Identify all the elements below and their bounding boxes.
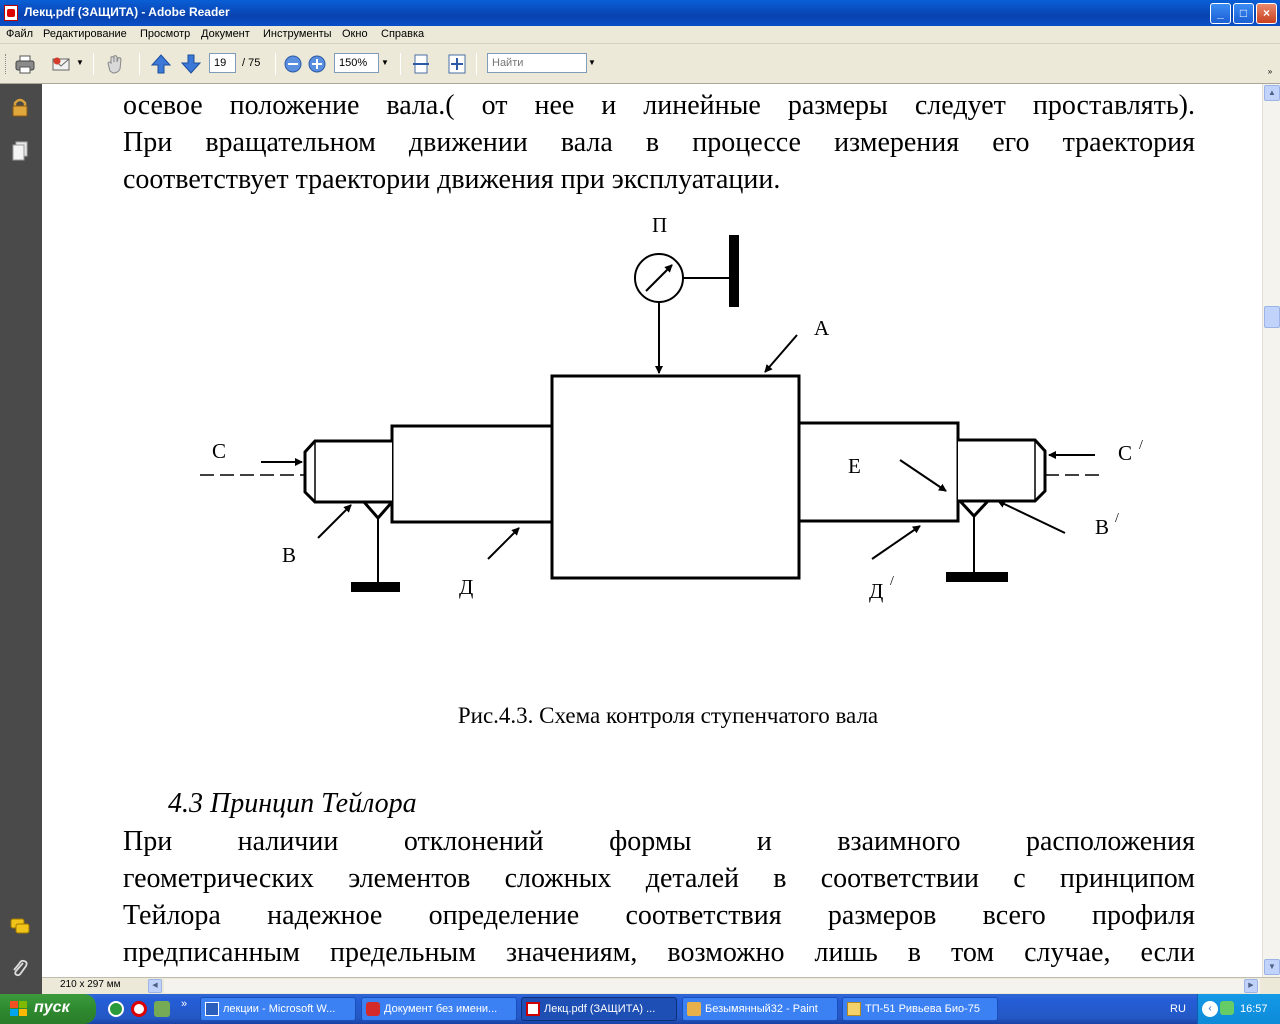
quicklaunch-overflow[interactable]: » [181, 998, 188, 1010]
hand-tool-icon[interactable] [104, 53, 126, 75]
task-label: Безымянный32 - Paint [705, 1003, 818, 1015]
taskbar-item-document[interactable] [361, 997, 517, 1021]
status-bar [42, 977, 1280, 994]
menu-tools[interactable]: Инструменты [263, 28, 332, 40]
window-title: Лекц.pdf (ЗАЩИТА) - Adobe Reader [24, 5, 230, 19]
toolbar-grip[interactable] [5, 54, 8, 74]
label-e: Е [848, 454, 861, 478]
email-dropdown-icon[interactable]: ▼ [76, 58, 84, 67]
print-icon[interactable] [14, 53, 36, 75]
system-tray [1197, 994, 1280, 1024]
tray-expand-icon[interactable]: ‹ [1202, 1001, 1218, 1017]
support-base-right [946, 572, 1008, 582]
previous-page-icon[interactable] [150, 53, 172, 75]
task-label: Документ без имени... [384, 1003, 498, 1015]
paragraph-line: геометрических элементов сложных деталей в соответствии с принципом [123, 863, 1195, 894]
toolbar-separator [93, 53, 94, 75]
folder-icon [847, 1002, 861, 1016]
quicklaunch-app-icon[interactable] [154, 1001, 170, 1017]
pages-icon[interactable] [9, 140, 31, 162]
search-input[interactable] [487, 53, 587, 73]
arrow-a [765, 335, 797, 372]
taskbar [0, 994, 1280, 1024]
tray-app-icon[interactable] [1220, 1001, 1234, 1015]
shaft-diagram [42, 204, 1262, 604]
toolbar-separator [139, 53, 140, 75]
paragraph-line: Тейлора надежное определение соответствия размеров всего профиля [123, 900, 1195, 931]
title-bar [0, 0, 1280, 26]
quicklaunch-browser-icon[interactable] [108, 1001, 124, 1017]
close-button[interactable]: × [1256, 3, 1277, 24]
zoom-dropdown-icon[interactable]: ▼ [381, 58, 389, 67]
label-b-prime: В [1095, 515, 1110, 539]
language-indicator[interactable]: RU [1170, 1003, 1186, 1015]
taskbar-item-paint[interactable] [682, 997, 838, 1021]
shaft-right-step [799, 423, 958, 521]
arrow-d [488, 528, 519, 559]
shaft-center-block [552, 376, 799, 578]
menu-view[interactable]: Просмотр [140, 28, 191, 40]
vertical-scrollbar[interactable] [1262, 84, 1280, 977]
pdf-icon [526, 1002, 540, 1016]
paragraph-line: соответствует траектории движения при эксплуатации. [123, 164, 781, 195]
total-pages-label: / 75 [242, 57, 261, 69]
shaft-left-journal [305, 441, 392, 502]
menu-file[interactable]: Файл [6, 28, 34, 40]
paragraph-line: осевое положение вала.( от нее и линейные размеры следует проставлять). [123, 90, 1195, 121]
maximize-button[interactable]: □ [1233, 3, 1254, 24]
shaft-right-journal [958, 440, 1045, 501]
toolbar-overflow-icon[interactable]: » [1267, 67, 1273, 76]
figure-caption: Рис.4.3. Схема контроля ступенчатого вала [457, 703, 879, 728]
windows-logo-icon [10, 1001, 28, 1017]
scroll-thumb[interactable] [1264, 306, 1280, 328]
label-p: П [652, 213, 668, 237]
label-c: С [212, 439, 227, 463]
page-size-label: 210 x 297 мм [60, 979, 121, 990]
arrow-b [318, 505, 351, 538]
arrow-b-prime [998, 501, 1065, 533]
attachments-icon[interactable] [9, 958, 31, 980]
zoom-out-icon[interactable] [282, 53, 304, 75]
scroll-left-icon[interactable]: ◀ [148, 979, 162, 993]
fit-width-icon[interactable] [410, 53, 432, 75]
navigation-panel [0, 84, 42, 994]
taskbar-item-word[interactable] [200, 997, 356, 1021]
shaft-left-step [392, 426, 552, 522]
fit-page-icon[interactable] [446, 53, 468, 75]
email-icon[interactable] [50, 53, 72, 75]
security-lock-icon[interactable] [9, 96, 31, 118]
taskbar-item-folder[interactable] [842, 997, 998, 1021]
menu-document[interactable]: Документ [201, 28, 250, 40]
toolbar [0, 44, 1280, 84]
task-label: лекции - Microsoft W... [223, 1003, 336, 1015]
page-number-input[interactable]: 19 [209, 53, 236, 73]
taskbar-item-pdf[interactable] [521, 997, 677, 1021]
arrow-d-prime [872, 526, 920, 559]
horizontal-scrollbar[interactable] [164, 979, 1260, 993]
support-base-left [351, 582, 400, 592]
toolbar-separator [275, 53, 276, 75]
label-c-prime-mark: / [1139, 438, 1143, 453]
label-a: А [814, 316, 830, 340]
gauge-stand [729, 235, 739, 307]
minimize-button[interactable]: _ [1210, 3, 1231, 24]
label-b: В [282, 543, 297, 567]
paragraph-line: При наличии отклонений формы и взаимного расположения [123, 826, 1195, 857]
document-icon [366, 1002, 380, 1016]
section-heading: 4.3 Принцип Тейлора [168, 788, 417, 819]
task-label: ТП-51 Ривьева Био-75 [865, 1003, 981, 1015]
search-dropdown-icon[interactable]: ▼ [588, 58, 596, 67]
document-viewport[interactable] [42, 84, 1262, 977]
pdf-app-icon [4, 5, 18, 21]
toolbar-separator [400, 53, 401, 75]
paint-icon [687, 1002, 701, 1016]
word-icon [205, 1002, 219, 1016]
scroll-up-icon[interactable]: ▲ [1264, 85, 1280, 101]
task-label: Лекц.pdf (ЗАЩИТА) ... [544, 1003, 656, 1015]
scroll-right-icon[interactable]: ▶ [1244, 979, 1258, 993]
label-d: Д [459, 575, 474, 599]
start-label: пуск [34, 999, 70, 1016]
label-d-prime: Д [869, 579, 884, 603]
label-d-prime-mark: / [890, 574, 894, 589]
menu-edit[interactable]: Редактирование [43, 28, 127, 40]
paragraph-line: предписанным предельным значениям, возможно лишь в том случае, если [123, 937, 1195, 968]
zoom-level-input[interactable]: 150% [334, 53, 379, 73]
paragraph-line: При вращательном движении вала в процессе измерения его траектория [123, 127, 1195, 158]
toolbar-separator [476, 53, 477, 75]
label-c-prime: С [1118, 441, 1133, 465]
menu-window[interactable]: Окно [342, 28, 368, 40]
menu-bar [0, 26, 1280, 44]
label-b-prime-mark: / [1115, 511, 1119, 526]
scroll-down-icon[interactable]: ▼ [1264, 959, 1280, 975]
menu-help[interactable]: Справка [381, 28, 425, 40]
quicklaunch-opera-icon[interactable] [131, 1001, 147, 1017]
clock[interactable]: 16:57 [1240, 1003, 1268, 1015]
next-page-icon[interactable] [180, 53, 202, 75]
v-support-right [960, 501, 988, 516]
v-support-left [364, 502, 392, 518]
comments-icon[interactable] [9, 916, 31, 938]
start-button[interactable] [0, 994, 96, 1024]
zoom-in-icon[interactable] [306, 53, 328, 75]
